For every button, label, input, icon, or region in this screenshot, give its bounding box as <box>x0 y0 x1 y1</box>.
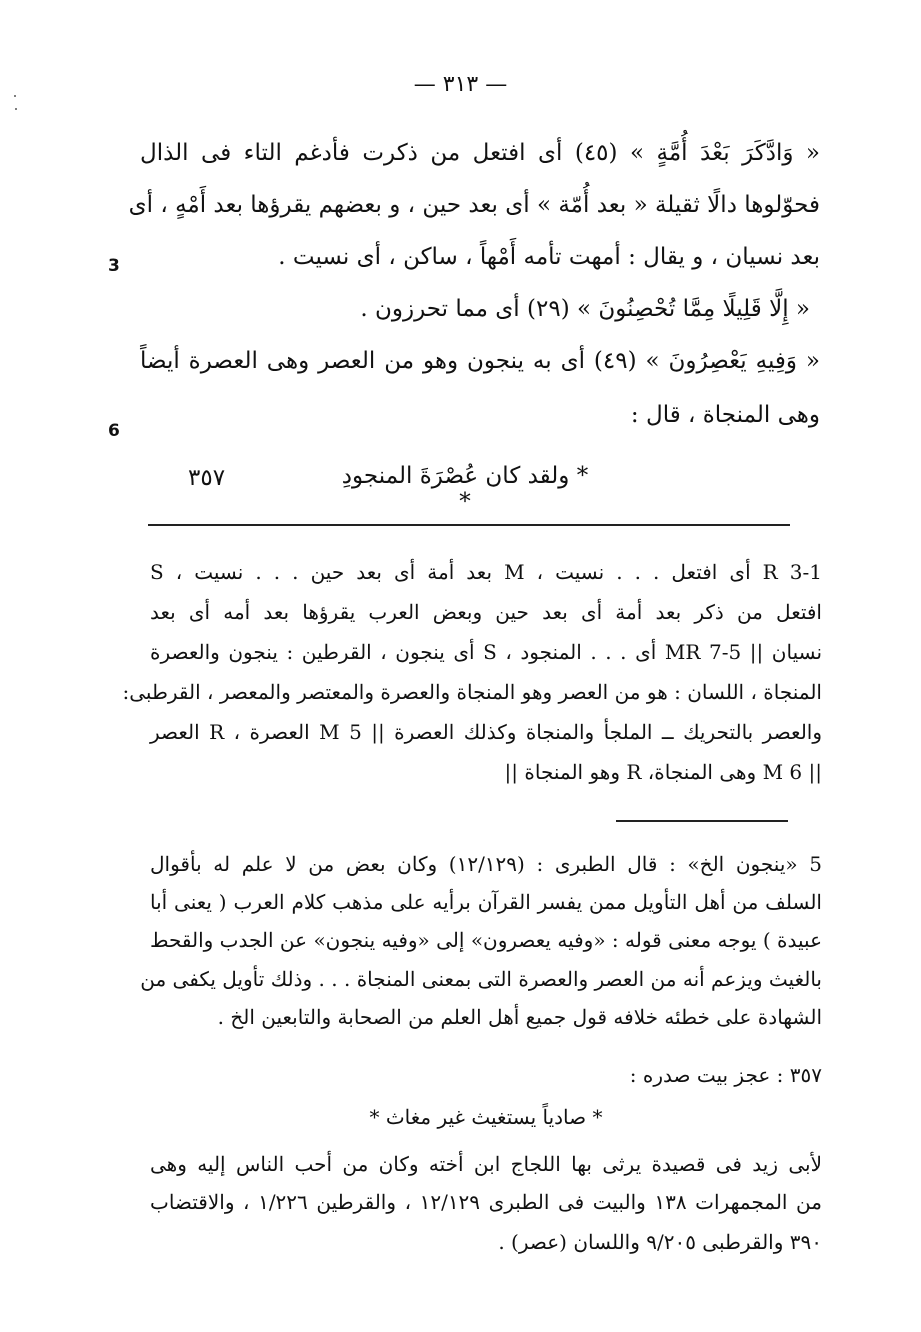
main-line-6: وهى المنجاة ، قال : <box>630 402 820 428</box>
commentary-line-5: الشهادة على خطئه خلافه قول جميع أهل العلم من الصحابة والتابعين الخ . <box>217 1005 822 1029</box>
apparatus-line-6: || 6 M وهى المنجاة، R وهو المنجاة || <box>504 760 822 784</box>
scan-speck <box>15 108 17 110</box>
commentary-line-10: ٣٩٠ والقرطبى ٩/٢٠٥ واللسان (عصر) . <box>498 1230 822 1254</box>
commentary-verse: * صادياً يستغيث غير مغاث * <box>369 1105 603 1129</box>
page-number: — ٣١٣ — <box>413 72 508 97</box>
apparatus-line-3: نسيان || 5-7 MR أى . . . المنجود ، S أى ينجون ، القرطين : ينجون والعصرة <box>150 640 823 664</box>
apparatus-line-1: 3-1 R أى افتعل . . . نسيت ، M بعد أمة أى بعد حين . . . نسيت ، S <box>150 560 822 584</box>
line-number-6: 6 <box>108 421 120 441</box>
main-line-5: « وَفِيهِ يَعْصِرُونَ » (٤٩) أى به ينجون وهو من العصر وهى العصرة أيضاً <box>140 348 820 374</box>
apparatus-line-5: والعصر بالتحريك ــ الملجأ والمنجاة وكذلك العصرة || 5 M العصرة ، R العصر <box>150 720 823 744</box>
commentary-line-6: ٣٥٧ : عجز بيت صدره : <box>629 1063 822 1087</box>
commentary-line-9: من المجمهرات ١٣٨ والبيت فى الطبرى ١٢/١٢٩ ، والقرطين ١/٢٢٦ ، والاقتضاب <box>150 1190 822 1214</box>
commentary-line-1: 5 «ينجون الخ» : قال الطبرى : (١٢/١٢٩) وكان بعض من لا علم له بأقوال <box>150 852 822 876</box>
main-line-1: « وَادَّكَرَ بَعْدَ أُمَّةٍ » (٤٥) أى افتعل من ذكرت فأدغم التاء فى الذال <box>140 140 820 166</box>
main-line-4: « إِلَّا قَلِيلًا مِمَّا تُحْصِنُونَ » (٢٩) أى مما تحرزون . <box>360 296 810 322</box>
verse-line: * ولقد كان عُصْرَةَ المنجودِ * <box>341 463 589 515</box>
commentary-line-4: بالغيث ويزعم أنه من العصر والعصرة التى بمعنى المنجاة . . . وذلك تأويل يكفى من <box>140 967 822 991</box>
main-line-3: بعد نسيان ، و يقال : أمهت تأمه أَمْهاً ، ساكن ، أى نسيت . <box>278 244 820 270</box>
main-text <box>128 140 820 460</box>
commentary-line-3: عبيدة ) يوجه معنى قوله : «وفيه يعصرون» إلى «وفيه ينجون» عن الجدب والقحط <box>150 928 822 952</box>
scan-speck <box>14 95 16 97</box>
apparatus-divider <box>148 524 790 526</box>
commentary <box>140 852 822 1272</box>
verse-number: ٣٥٧ <box>188 465 226 491</box>
commentary-line-8: لأبى زيد فى قصيدة يرثى بها اللجاج ابن أخته وكان من أحب الناس إليه وهى <box>150 1152 822 1176</box>
apparatus-line-2: افتعل من ذكر بعد أمة أى بعد حين وبعض العرب يقرؤها بعد أمه أى بعد <box>150 600 822 624</box>
critical-apparatus <box>122 560 823 800</box>
line-number-3: 3 <box>108 256 120 276</box>
apparatus-line-4: المنجاة ، اللسان : هو من العصر وهو المنجاة والعصرة والمعتصر والمعصر ، القرطبى: <box>122 680 822 704</box>
commentary-divider <box>616 820 788 822</box>
commentary-line-2: السلف من أهل التأويل ممن يفسر القرآن برأيه على مذهب كلام العرب ( يعنى أبا <box>150 890 822 914</box>
main-line-2: فحوّلوها دالًا ثقيلة « بعد أُمّة » أى بعد حين ، و بعضهم يقرؤها بعد أَمْهٍ ، أى <box>128 192 820 218</box>
